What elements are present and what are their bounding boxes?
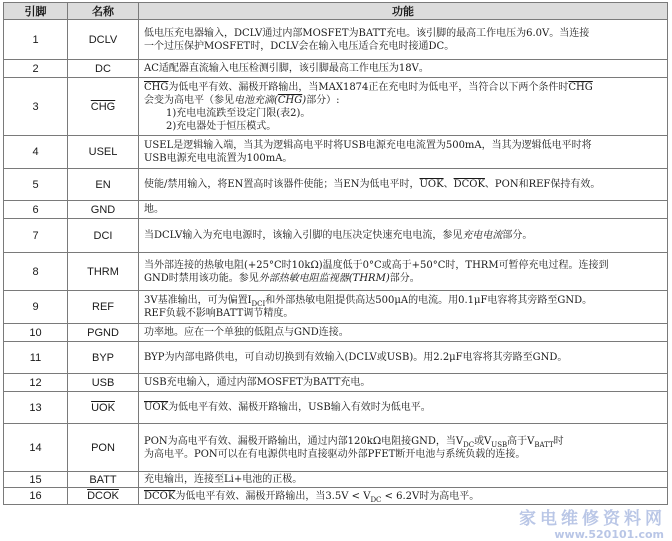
pin-number: 1 (4, 20, 68, 60)
pin-name: $\overline{CHG}$ (68, 78, 139, 136)
pin-number: 9 (4, 291, 68, 324)
header-name: 名称 (68, 3, 139, 20)
pin-name: BATT (68, 472, 139, 488)
pin-name: BYP (68, 342, 139, 374)
table-row (4, 136, 668, 169)
pin-name: PGND (68, 324, 139, 342)
table-row (4, 374, 668, 392)
pin-function: 低电压充电器输入，DCLV通过内部MOSFET为BATT充电。该引脚的最高工作电压为6.0V。当连接 一个过压保护MOSFET时，DCLV会在输入电压适合充电时接通DC。 (139, 20, 668, 60)
pin-name: THRM (68, 253, 139, 291)
pin-name: USEL (68, 136, 139, 169)
pin-number: 7 (4, 219, 68, 253)
pin-name: GND (68, 201, 139, 219)
pin-number: 12 (4, 374, 68, 392)
table-row (4, 324, 668, 342)
watermark-url: www.520101.com (554, 528, 664, 541)
pin-number: 3 (4, 78, 68, 136)
pin-function: 功率地。应在一个单独的低阻点与GND连接。 (139, 324, 668, 342)
pin-function: 3V基准输出，可为偏置$I_{DCI}$和外部热敏电阻提供高达500μA的电流。用0.1μF电容将其旁路至GND。 REF负载不影响BATT调节精度。 (139, 291, 668, 324)
watermark-text: 家电维修资料网 (519, 509, 666, 529)
table-row (4, 20, 668, 60)
table-row (4, 219, 668, 253)
pin-function: BYP为内部电路供电，可自动切换到有效输入(DCLV或USB)。用2.2μF电容将其旁路至GND。 (139, 342, 668, 374)
pin-function: $\overline{CHG}$为低电平有效、漏极开路输出，当MAX1874正在充电时为低电平，当符合以下两个条件时$\overline{CHG}$ 会变为高电平（参见电池充滴$(\overline{CHG})$部分）: 1)充电电流跌至设定门限(表2)。 2)充电器处于恒压模式。 (139, 78, 668, 136)
pin-function: 当外部连接的热敏电阻(+25°C时10kΩ)温度低于0°C或高于+50°C时，THRM可暂停充电过程。连接到 GND时禁用该功能。参见外部热敏电阻监视器(THRM)部分。 (139, 253, 668, 291)
pin-name: DCOK (68, 488, 139, 505)
table-row (4, 342, 668, 374)
pin-function: PON为高电平有效、漏极开路输出，通过内部120kΩ电阻接GND，当$V_{DC}$或$V_{USB}$高于$V_{BATT}$时 为高电平。PON可以在有电源供电时直接驱动外部PFET断开电池与系统负载的连接。 (139, 424, 668, 472)
header-function: 功能 (139, 3, 668, 20)
pin-name: $\overline{UOK}$ (68, 392, 139, 424)
pin-name: PON (68, 424, 139, 472)
table-row (4, 201, 668, 219)
pin-number: 16 (4, 488, 68, 505)
pin-number: 15 (4, 472, 68, 488)
table-row (4, 169, 668, 201)
pin-name: DCLV (68, 20, 139, 60)
pin-number: 4 (4, 136, 68, 169)
pin-function: AC适配器直流输入电压检测引脚，该引脚最高工作电压为18V。 (139, 60, 668, 78)
pin-function: 充电输出，连接至Li+电池的正极。 (139, 472, 668, 488)
pin-number: 5 (4, 169, 68, 201)
pin-number: 2 (4, 60, 68, 78)
pin-number: 10 (4, 324, 68, 342)
table-row (4, 392, 668, 424)
header-pin: 引脚 (4, 3, 68, 20)
pin-name: DC (68, 60, 139, 78)
table-row (4, 424, 668, 472)
pin-number: 13 (4, 392, 68, 424)
pin-name: USB (68, 374, 139, 392)
table-row (4, 488, 668, 505)
pin-function: DCOK为低电平有效、漏极开路输出，当$3.5V < V_{DC} < 6.2V$时为高电平。 (139, 488, 668, 505)
pin-function: 当DCLV输入为充电电源时，该输入引脚的电压决定快速充电电流，参见充电电流部分。 (139, 219, 668, 253)
pin-function: USB充电输入，通过内部MOSFET为BATT充电。 (139, 374, 668, 392)
pin-name: DCI (68, 219, 139, 253)
table-row (4, 472, 668, 488)
pin-number: 11 (4, 342, 68, 374)
pin-function: $\overline{UOK}$为低电平有效、漏极开路输出，USB输入有效时为低电平。 (139, 392, 668, 424)
pin-function: USEL是逻辑输入端，当其为逻辑高电平时将USB电源充电电流置为500mA，当其为逻辑低电平时将 USB电源充电电流置为100mA。 (139, 136, 668, 169)
pin-function: 地。 (139, 201, 668, 219)
table-row (4, 253, 668, 291)
table-row (4, 60, 668, 78)
pin-number: 8 (4, 253, 68, 291)
table-row (4, 78, 668, 136)
table-row (4, 291, 668, 324)
pin-number: 6 (4, 201, 68, 219)
pin-name: EN (68, 169, 139, 201)
header-row (4, 3, 668, 20)
pin-number: 14 (4, 424, 68, 472)
pin-function-table (3, 2, 668, 505)
pin-name: REF (68, 291, 139, 324)
pin-function: 使能/禁用输入，将EN置高时该器件使能；当EN为低电平时，$\overline{UOK}$、DCOK、PON和REF保持有效。 (139, 169, 668, 201)
